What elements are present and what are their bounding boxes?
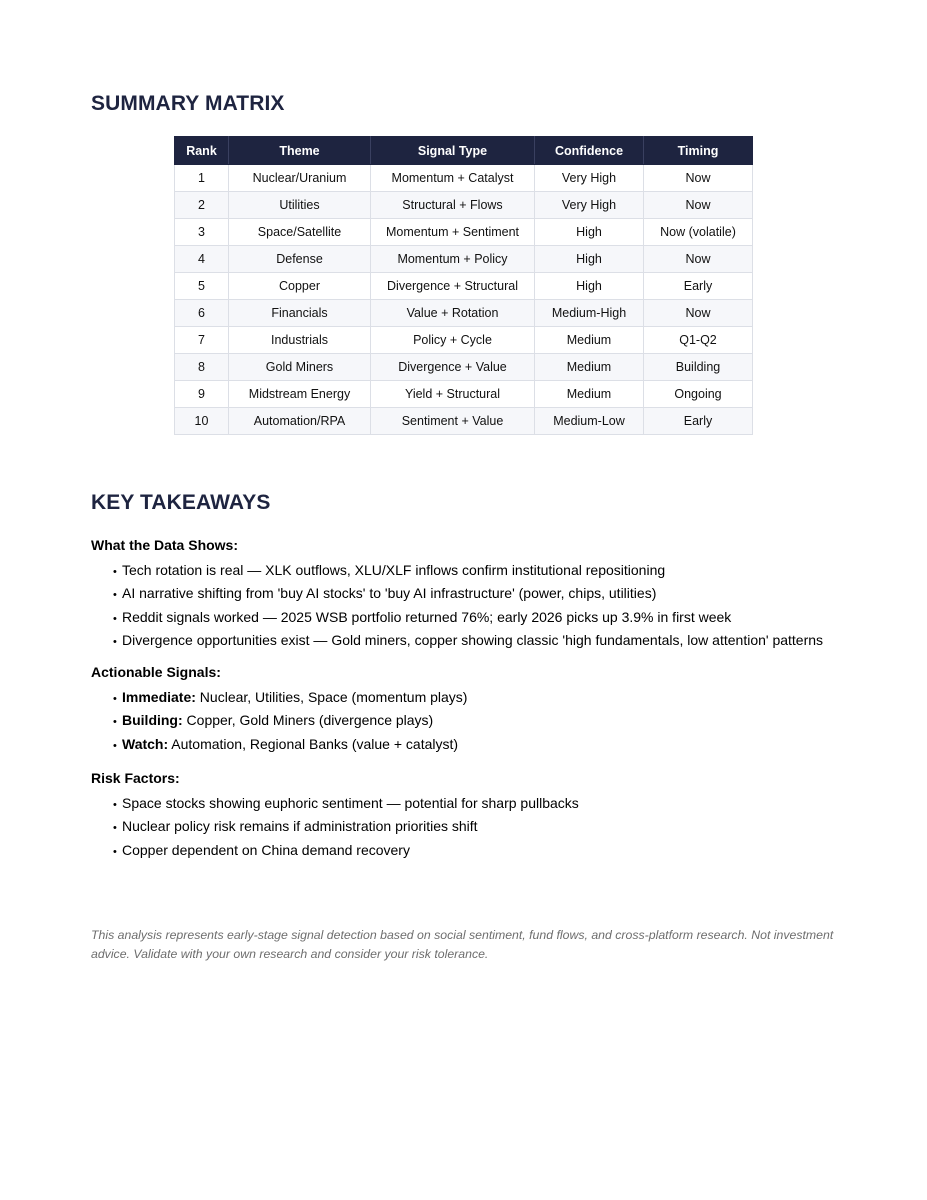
list-item bbox=[113, 630, 836, 653]
cell-theme: Gold Miners bbox=[229, 354, 371, 381]
summary-matrix-table bbox=[174, 136, 753, 435]
bullet-icon: • bbox=[113, 739, 117, 752]
data-shows-title: What the Data Shows: bbox=[91, 537, 239, 553]
cell-theme: Copper bbox=[229, 273, 371, 300]
column-header-confidence: Confidence bbox=[535, 137, 644, 165]
cell-theme: Automation/RPA bbox=[229, 408, 371, 435]
bullet-icon: • bbox=[113, 635, 117, 648]
cell-signal-type: Momentum + Sentiment bbox=[371, 219, 535, 246]
bullet-icon: • bbox=[113, 693, 117, 705]
actionable-signals-list bbox=[91, 687, 836, 757]
bullet-icon: • bbox=[113, 822, 117, 835]
actionable-signals-title: Actionable Signals: bbox=[91, 664, 221, 680]
table-row bbox=[175, 165, 753, 192]
cell-timing: Early bbox=[644, 273, 753, 300]
bullet-icon: • bbox=[113, 566, 117, 578]
cell-rank: 9 bbox=[175, 381, 229, 408]
list-item-text: Divergence opportunities exist — Gold miners, copper showing classic 'high fundamentals, low attention' patterns bbox=[122, 631, 824, 648]
cell-theme: Financials bbox=[229, 300, 371, 327]
cell-signal-type: Momentum + Catalyst bbox=[371, 165, 535, 192]
column-header-rank: Rank bbox=[175, 137, 229, 165]
bullet-icon: • bbox=[113, 799, 117, 811]
list-item-text: Nuclear policy risk remains if administration priorities shift bbox=[122, 818, 478, 835]
cell-timing: Now bbox=[644, 165, 753, 192]
cell-confidence: High bbox=[535, 219, 644, 246]
summary-matrix-heading: SUMMARY MATRIX bbox=[91, 92, 285, 115]
cell-timing: Now (volatile) bbox=[644, 219, 753, 246]
list-item bbox=[113, 583, 836, 606]
list-item bbox=[113, 840, 836, 863]
cell-signal-type: Value + Rotation bbox=[371, 300, 535, 327]
table-row bbox=[175, 219, 753, 246]
bullet-icon: • bbox=[113, 845, 117, 858]
cell-confidence: Medium bbox=[535, 327, 644, 354]
cell-rank: 6 bbox=[175, 300, 229, 327]
cell-theme: Nuclear/Uranium bbox=[229, 165, 371, 192]
cell-timing: Q1-Q2 bbox=[644, 327, 753, 354]
cell-confidence: Medium-High bbox=[535, 300, 644, 327]
list-item bbox=[113, 687, 836, 710]
data-shows-list bbox=[91, 560, 836, 653]
cell-rank: 2 bbox=[175, 192, 229, 219]
cell-theme: Defense bbox=[229, 246, 371, 273]
list-item-text: Reddit signals worked — 2025 WSB portfolio returned 76%; early 2026 picks up 3.9% in first week bbox=[122, 608, 732, 625]
table-row bbox=[175, 300, 753, 327]
list-item-text: Space stocks showing euphoric sentiment — potential for sharp pullbacks bbox=[122, 795, 579, 811]
cell-timing: Building bbox=[644, 354, 753, 381]
cell-rank: 10 bbox=[175, 408, 229, 435]
cell-signal-type: Divergence + Structural bbox=[371, 273, 535, 300]
cell-confidence: Medium bbox=[535, 381, 644, 408]
risk-factors-section bbox=[91, 769, 836, 863]
cell-confidence: Very High bbox=[535, 192, 644, 219]
cell-rank: 3 bbox=[175, 219, 229, 246]
list-item-text: Tech rotation is real — XLK outflows, XLU/XLF inflows confirm institutional repositioning bbox=[122, 562, 666, 578]
key-takeaways-heading: KEY TAKEAWAYS bbox=[91, 491, 271, 514]
cell-theme: Midstream Energy bbox=[229, 381, 371, 408]
signal-text: Automation, Regional Banks (value + catalyst) bbox=[168, 735, 459, 752]
cell-rank: 7 bbox=[175, 327, 229, 354]
cell-signal-type: Sentiment + Value bbox=[371, 408, 535, 435]
list-item bbox=[113, 793, 836, 816]
cell-timing: Now bbox=[644, 192, 753, 219]
risk-factors-list bbox=[91, 793, 836, 863]
cell-confidence: Very High bbox=[535, 165, 644, 192]
table-row bbox=[175, 381, 753, 408]
bullet-icon: • bbox=[113, 716, 117, 729]
cell-timing: Now bbox=[644, 300, 753, 327]
list-item bbox=[113, 816, 836, 839]
cell-theme: Utilities bbox=[229, 192, 371, 219]
table-row bbox=[175, 192, 753, 219]
list-item bbox=[113, 710, 836, 733]
cell-rank: 1 bbox=[175, 165, 229, 192]
column-header-theme: Theme bbox=[229, 137, 371, 165]
list-item bbox=[113, 607, 836, 630]
list-item-text: AI narrative shifting from 'buy AI stocks' to 'buy AI infrastructure' (power, chips, utilities) bbox=[122, 585, 657, 602]
disclaimer-text: This analysis represents early-stage signal detection based on social sentiment, fund flows, and cross-platform research. Not investment advice. Validate with your own research and consider your risk tolerance. bbox=[91, 928, 834, 961]
cell-confidence: Medium-Low bbox=[535, 408, 644, 435]
cell-rank: 4 bbox=[175, 246, 229, 273]
cell-timing: Early bbox=[644, 408, 753, 435]
signal-label: Building: bbox=[122, 712, 183, 729]
cell-signal-type: Structural + Flows bbox=[371, 192, 535, 219]
column-header-signal-type: Signal Type bbox=[371, 137, 535, 165]
signal-label: Watch: bbox=[122, 735, 169, 752]
cell-confidence: High bbox=[535, 246, 644, 273]
table-row bbox=[175, 408, 753, 435]
column-header-timing: Timing bbox=[644, 137, 753, 165]
data-shows-section bbox=[91, 536, 836, 653]
cell-theme: Industrials bbox=[229, 327, 371, 354]
list-item bbox=[113, 734, 836, 757]
cell-signal-type: Momentum + Policy bbox=[371, 246, 535, 273]
table-row bbox=[175, 327, 753, 354]
risk-factors-title: Risk Factors: bbox=[91, 770, 180, 786]
signal-text: Nuclear, Utilities, Space (momentum plays) bbox=[195, 689, 468, 705]
cell-confidence: Medium bbox=[535, 354, 644, 381]
signal-text: Copper, Gold Miners (divergence plays) bbox=[182, 712, 434, 729]
cell-rank: 5 bbox=[175, 273, 229, 300]
cell-signal-type: Yield + Structural bbox=[371, 381, 535, 408]
table-row bbox=[175, 246, 753, 273]
cell-timing: Now bbox=[644, 246, 753, 273]
signal-label: Immediate: bbox=[122, 689, 196, 705]
bullet-icon: • bbox=[113, 589, 117, 602]
cell-signal-type: Divergence + Value bbox=[371, 354, 535, 381]
list-item-text: Copper dependent on China demand recovery bbox=[122, 841, 410, 858]
table-row bbox=[175, 273, 753, 300]
list-item bbox=[113, 560, 836, 583]
actionable-signals-section bbox=[91, 663, 836, 757]
cell-confidence: High bbox=[535, 273, 644, 300]
table-header-row bbox=[175, 137, 753, 165]
bullet-icon: • bbox=[113, 612, 117, 625]
cell-signal-type: Policy + Cycle bbox=[371, 327, 535, 354]
cell-rank: 8 bbox=[175, 354, 229, 381]
cell-timing: Ongoing bbox=[644, 381, 753, 408]
cell-theme: Space/Satellite bbox=[229, 219, 371, 246]
table-row bbox=[175, 354, 753, 381]
